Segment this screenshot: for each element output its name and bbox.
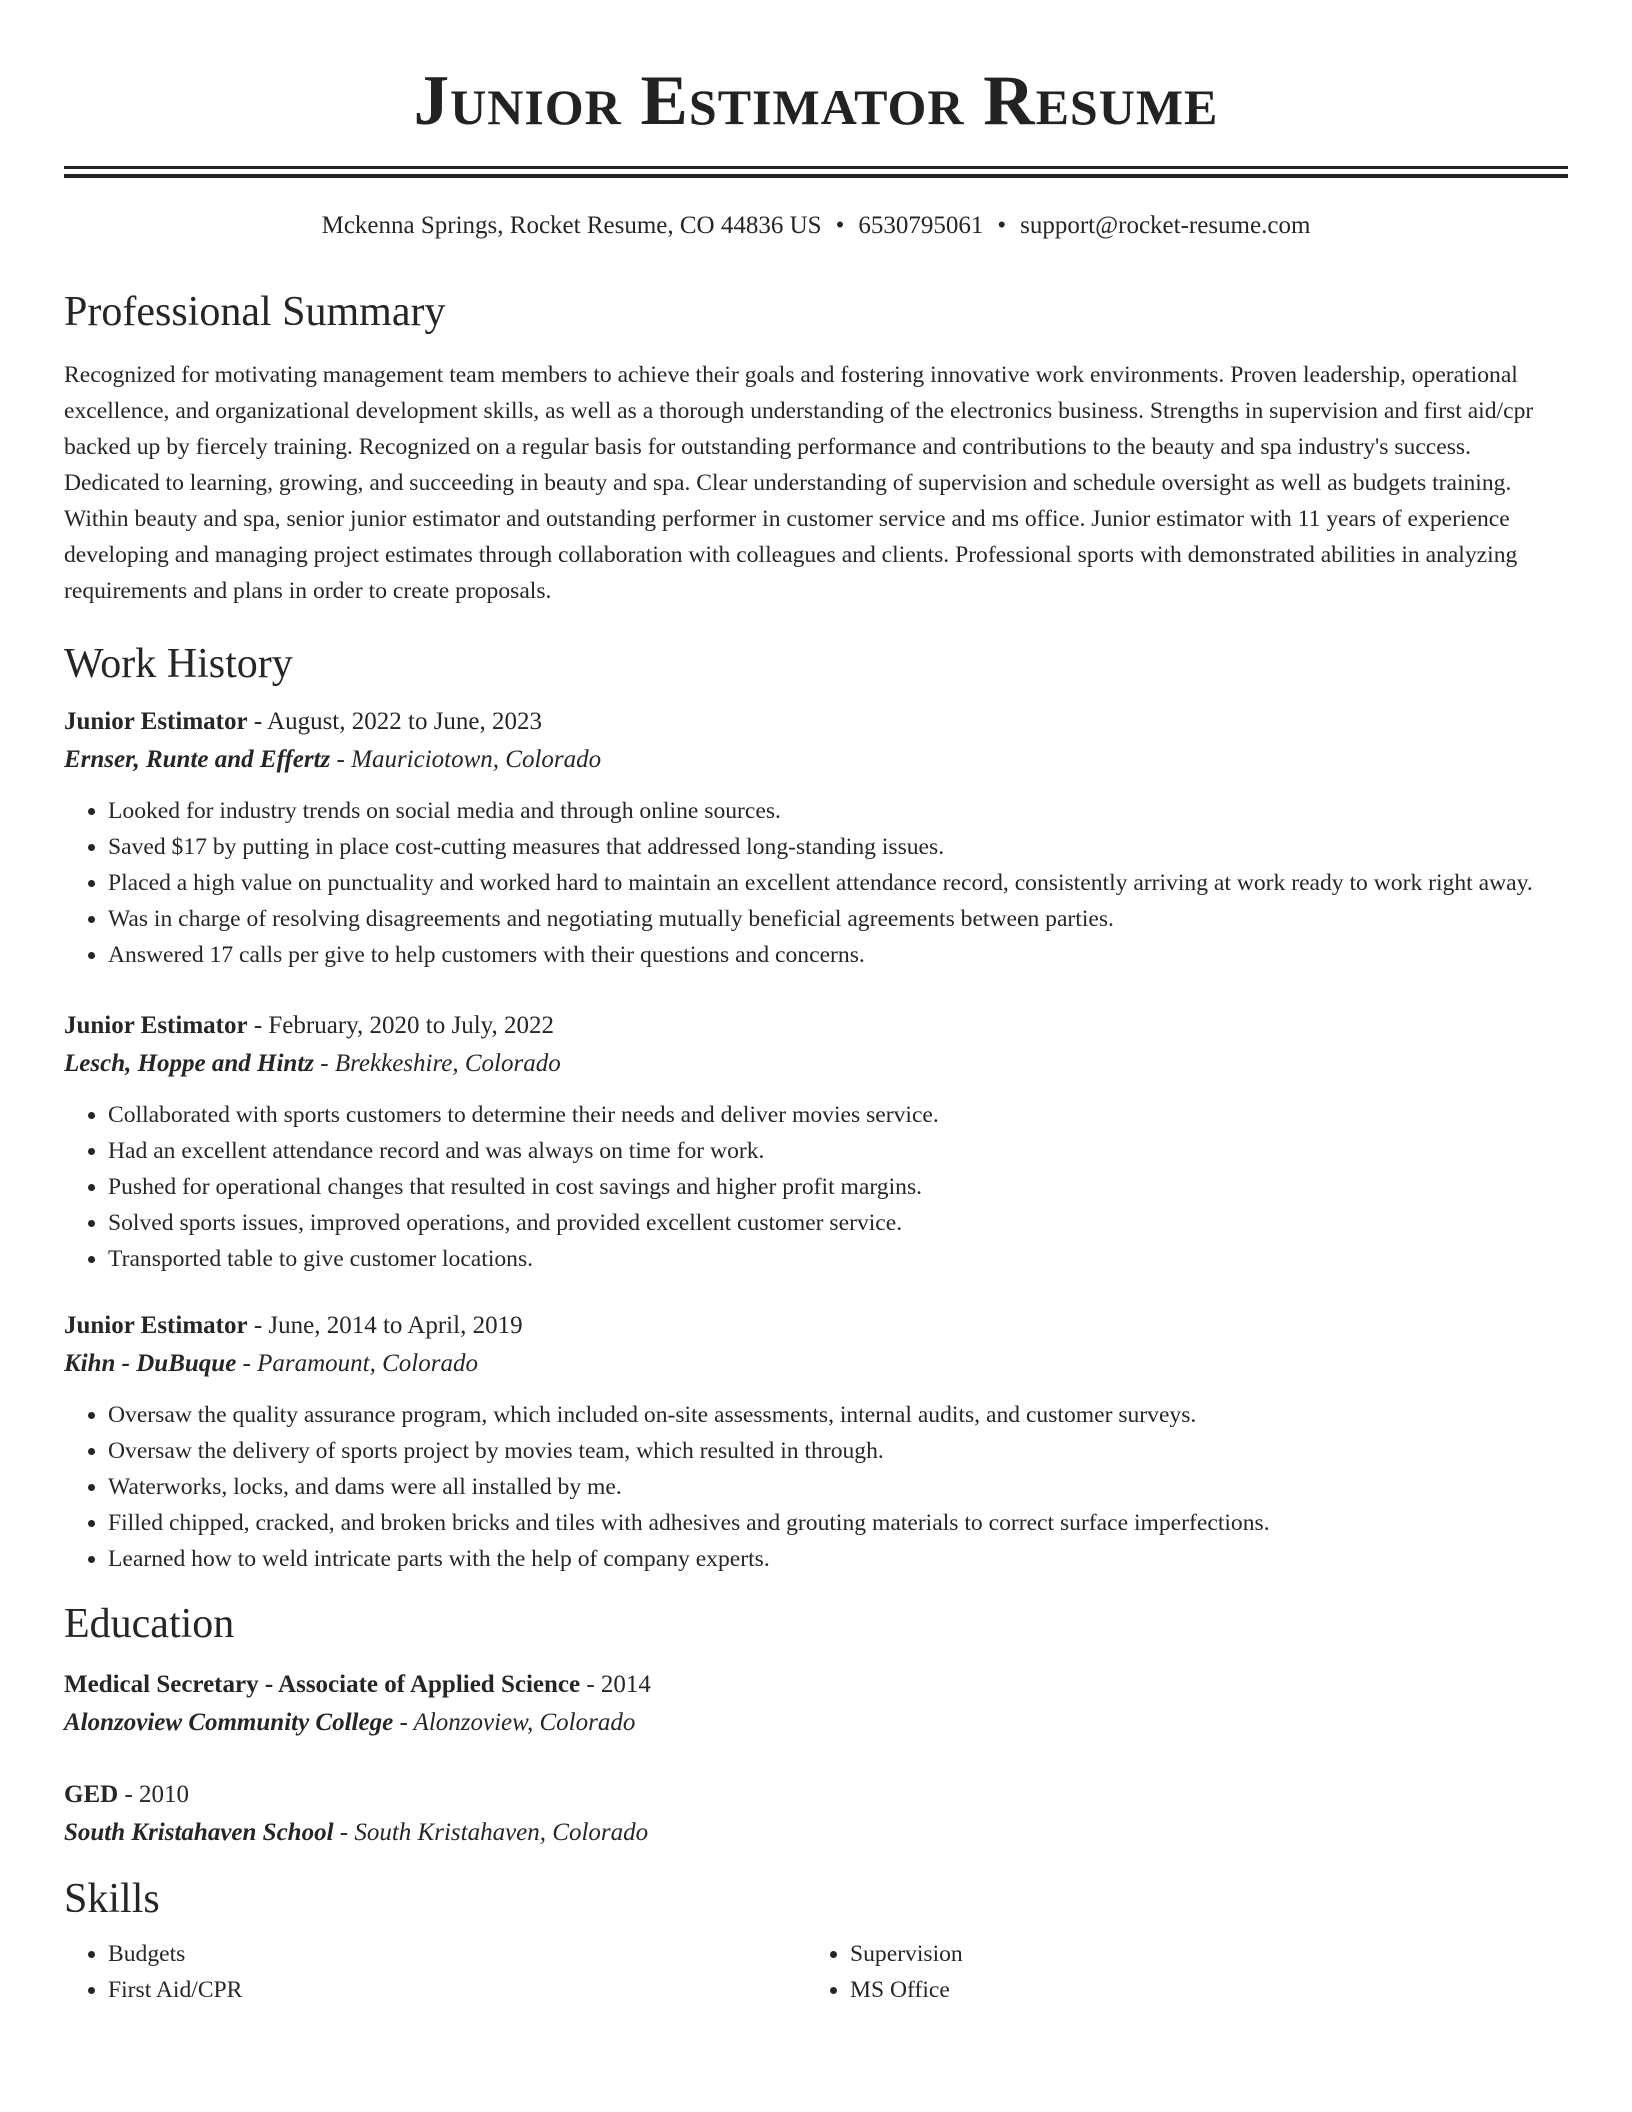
- education-school: Alonzoview Community College: [64, 1708, 394, 1736]
- education-degree: Medical Secretary - Associate of Applied Science: [64, 1670, 581, 1698]
- education-year: - 2014: [580, 1670, 651, 1698]
- job-title: Junior Estimator: [64, 1312, 248, 1340]
- list-item: • Oversaw the quality assurance program, which included on-site assessments, internal audits, and customer surveys.: [108, 1397, 1568, 1433]
- skills-heading: Skills: [64, 1875, 160, 1922]
- education-school-line: [64, 1704, 1568, 1742]
- job-entry: [64, 1007, 1568, 1277]
- job-company: Lesch, Hoppe and Hintz: [64, 1050, 315, 1078]
- list-item: • Was in charge of resolving disagreements and negotiating mutually beneficial agreements between parties.: [108, 901, 1568, 937]
- education-school-line: [64, 1814, 1568, 1852]
- summary-heading: Professional Summary: [64, 288, 446, 335]
- list-item: • MS Office: [850, 1972, 1548, 2008]
- education-location: - South Kristahaven, Colorado: [333, 1818, 649, 1846]
- education-header: [64, 1666, 1568, 1704]
- education-degree: GED: [64, 1780, 119, 1808]
- job-bullets: [64, 1397, 1568, 1577]
- job-location: - Brekkeshire, Colorado: [314, 1050, 561, 1078]
- contact-address: Mckenna Springs, Rocket Resume, CO 44836 US: [321, 212, 822, 239]
- list-item: • Solved sports issues, improved operations, and provided excellent customer service.: [108, 1205, 1568, 1241]
- list-item: • Answered 17 calls per give to help customers with their questions and concerns.: [108, 937, 1568, 973]
- page-title: Junior Estimator Resume: [413, 62, 1219, 140]
- list-item: • First Aid/CPR: [108, 1972, 806, 2008]
- education-school: South Kristahaven School: [64, 1818, 334, 1846]
- job-location: - Mauriciotown, Colorado: [330, 746, 602, 774]
- job-company: Ernser, Runte and Effertz: [64, 746, 331, 774]
- job-location: - Paramount, Colorado: [236, 1350, 478, 1378]
- education-entry: [64, 1666, 1568, 1742]
- list-item: • Filled chipped, cracked, and broken bricks and tiles with adhesives and grouting materials to correct surface imperfections.: [108, 1505, 1568, 1541]
- title-divider: [64, 166, 1568, 178]
- contact-email: support@rocket-resume.com: [1020, 212, 1311, 239]
- job-dates: - August, 2022 to June, 2023: [247, 708, 543, 736]
- job-bullets: [64, 793, 1568, 973]
- job-header: [64, 1007, 1568, 1045]
- list-item: • Placed a high value on punctuality and worked hard to maintain an excellent attendance record, consistently arriving at work ready to work right away.: [108, 865, 1568, 901]
- job-header: [64, 1307, 1568, 1345]
- education-entry: [64, 1776, 1568, 1852]
- education-header: [64, 1776, 1568, 1814]
- job-company: Kihn - DuBuque: [64, 1350, 237, 1378]
- job-entry: [64, 703, 1568, 973]
- job-company-line: [64, 1045, 1568, 1083]
- list-item: • Oversaw the delivery of sports project by movies team, which resulted in through.: [108, 1433, 1568, 1469]
- job-dates: - February, 2020 to July, 2022: [247, 1012, 555, 1040]
- job-dates: - June, 2014 to April, 2019: [247, 1312, 523, 1340]
- job-title: Junior Estimator: [64, 708, 248, 736]
- skills-column-left: [64, 1936, 806, 2008]
- contact-separator: •: [835, 212, 845, 239]
- list-item: • Transported table to give customer locations.: [108, 1241, 1568, 1277]
- job-title: Junior Estimator: [64, 1012, 248, 1040]
- list-item: • Supervision: [850, 1936, 1548, 1972]
- education-location: - Alonzoview, Colorado: [393, 1708, 636, 1736]
- skills-list: [64, 1936, 1568, 2008]
- list-item: • Waterworks, locks, and dams were all installed by me.: [108, 1469, 1568, 1505]
- list-item: • Looked for industry trends on social media and through online sources.: [108, 793, 1568, 829]
- summary-text: Recognized for motivating management team members to achieve their goals and fostering innovative work environments. Proven leadership, operational excellence, and organizational development skills, as well as a thorough understanding of the electronics business. Strengths in supervision and first aid/cpr backed up by fiercely training. Recognized on a regular basis for outstanding performance and contributions to the beauty and spa industry's success. Dedicated to learning, growing, and succeeding in beauty and spa. Clear understanding of supervision and schedule oversight as well as budgets training. Within beauty and spa, senior junior estimator and outstanding performer in customer service and ms office. Junior estimator with 11 years of experience developing and managing project estimates through collaboration with colleagues and clients. Professional sports with demonstrated abilities in analyzing requirements and plans in order to create proposals.: [64, 361, 1534, 604]
- list-item: • Had an excellent attendance record and was always on time for work.: [108, 1133, 1568, 1169]
- list-item: • Budgets: [108, 1936, 806, 1972]
- list-item: • Learned how to weld intricate parts with the help of company experts.: [108, 1541, 1568, 1577]
- work-history-heading: Work History: [64, 640, 293, 687]
- job-header: [64, 703, 1568, 741]
- education-year: - 2010: [118, 1780, 190, 1808]
- contact-separator: •: [997, 212, 1007, 239]
- list-item: • Collaborated with sports customers to determine their needs and deliver movies service.: [108, 1097, 1568, 1133]
- education-heading: Education: [64, 1601, 235, 1648]
- contact-line: [64, 210, 1568, 243]
- skills-column-right: [806, 1936, 1548, 2008]
- job-bullets: [64, 1097, 1568, 1277]
- job-company-line: [64, 1345, 1568, 1383]
- job-company-line: [64, 741, 1568, 779]
- contact-phone: 6530795061: [858, 212, 984, 239]
- list-item: • Saved $17 by putting in place cost-cutting measures that addressed long-standing issues.: [108, 829, 1568, 865]
- list-item: • Pushed for operational changes that resulted in cost savings and higher profit margins.: [108, 1169, 1568, 1205]
- job-entry: [64, 1307, 1568, 1577]
